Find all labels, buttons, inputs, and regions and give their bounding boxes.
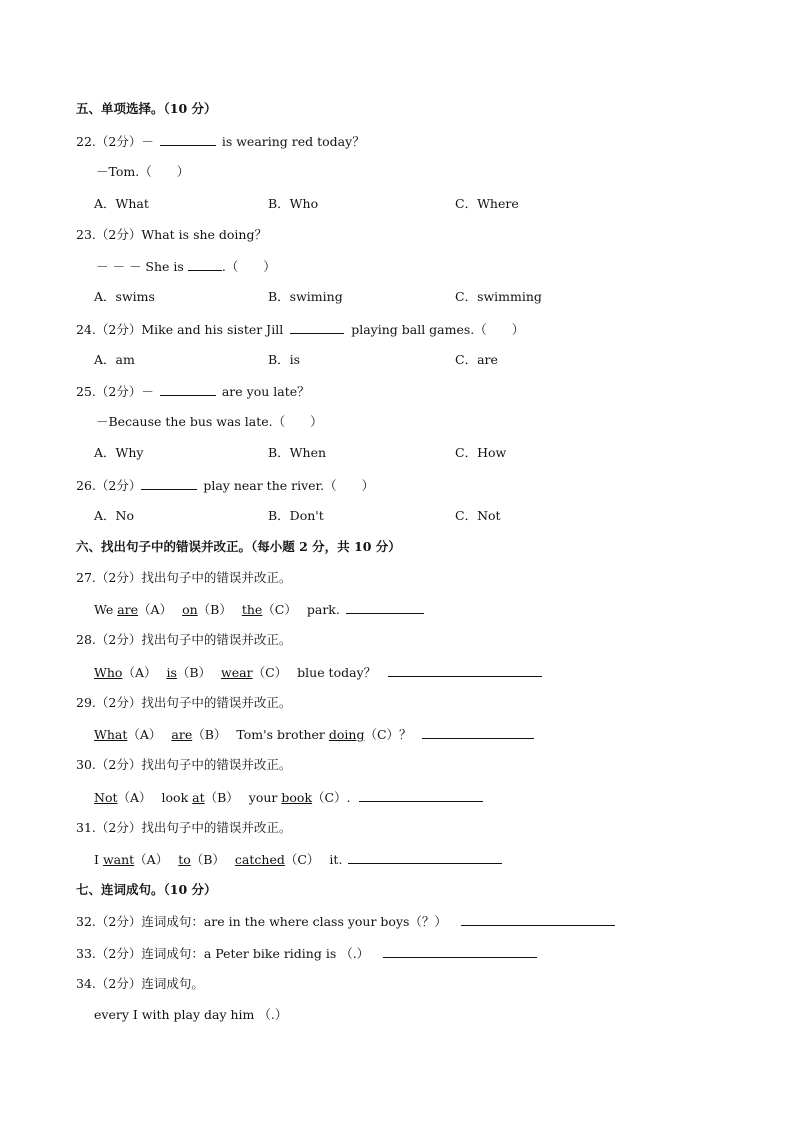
section-title-6: 六、找出句子中的错误并改正。（每小题 2 分，共 10 分） bbox=[76, 539, 401, 554]
question-27-sentence bbox=[94, 601, 424, 618]
question-24-tail: playing ball games.（ ） bbox=[351, 322, 525, 337]
option-b[interactable]: B．Don't bbox=[268, 508, 324, 523]
question-22-response: －Tom.（ ） bbox=[96, 164, 190, 179]
question-23-response bbox=[96, 258, 276, 275]
question-22-prefix: 22.（2分）－ bbox=[76, 134, 154, 149]
choice-mark-b: （B） bbox=[190, 852, 225, 867]
option-b[interactable]: B．Who bbox=[268, 196, 319, 211]
answer-blank[interactable] bbox=[290, 321, 344, 334]
question-27: 27.（2分）找出句子中的错误并改正。 bbox=[76, 570, 292, 585]
question-29-sentence bbox=[94, 726, 534, 743]
option-b[interactable]: B．swiming bbox=[268, 289, 343, 304]
underlined-word-c: catched bbox=[234, 852, 285, 867]
sentence-word: it. bbox=[329, 852, 343, 867]
question-25-tail: are you late？ bbox=[221, 384, 310, 399]
underlined-word-c: book bbox=[281, 790, 313, 805]
question-26 bbox=[76, 477, 374, 494]
question-23-response-pre: － － － She is bbox=[96, 259, 184, 274]
question-31-sentence bbox=[94, 851, 502, 868]
section-title-5: 五、单项选择。（10 分） bbox=[76, 101, 217, 116]
option-a[interactable]: A．Why bbox=[94, 445, 144, 460]
question-28-sentence bbox=[94, 664, 542, 681]
answer-blank[interactable] bbox=[422, 726, 534, 739]
question-26-tail: play near the river.（ ） bbox=[203, 478, 375, 493]
question-29: 29.（2分）找出句子中的错误并改正。 bbox=[76, 695, 292, 710]
underlined-word-b: is bbox=[166, 665, 177, 680]
question-24-prefix: 24.（2分）Mike and his sister Jill bbox=[76, 322, 284, 337]
sentence-word: Tom's brother bbox=[236, 727, 325, 742]
option-c[interactable]: C．How bbox=[455, 445, 507, 460]
choice-mark-a: （A） bbox=[117, 790, 152, 805]
question-34-words: every I with play day him （.） bbox=[94, 1007, 288, 1022]
underlined-word-c: doing bbox=[328, 727, 365, 742]
question-25-response: －Because the bus was late.（ ） bbox=[96, 414, 323, 429]
sentence-word: your bbox=[248, 790, 278, 805]
question-25-prefix: 25.（2分）－ bbox=[76, 384, 154, 399]
choice-mark-c: （C） bbox=[252, 665, 288, 680]
sentence-word: We bbox=[94, 602, 114, 617]
option-a[interactable]: A．swims bbox=[94, 289, 155, 304]
choice-mark-b: （B） bbox=[197, 602, 232, 617]
underlined-word-a: Not bbox=[94, 790, 118, 805]
choice-mark-c: （C）. bbox=[312, 790, 351, 805]
choice-mark-c: （C）？ bbox=[364, 727, 412, 742]
underlined-word-b: to bbox=[178, 852, 191, 867]
answer-blank[interactable] bbox=[141, 477, 197, 490]
question-31: 31.（2分）找出句子中的错误并改正。 bbox=[76, 820, 292, 835]
option-a[interactable]: A．am bbox=[94, 352, 135, 367]
option-c[interactable]: C．are bbox=[455, 352, 498, 367]
question-25 bbox=[76, 383, 310, 400]
question-26-prefix: 26.（2分） bbox=[76, 478, 142, 493]
underlined-word-a: Who bbox=[94, 665, 123, 680]
answer-blank[interactable] bbox=[160, 133, 216, 146]
underlined-word-b: at bbox=[192, 790, 205, 805]
answer-blank[interactable] bbox=[188, 258, 222, 271]
option-a[interactable]: A．No bbox=[94, 508, 134, 523]
option-b[interactable]: B．is bbox=[268, 352, 301, 367]
question-28: 28.（2分）找出句子中的错误并改正。 bbox=[76, 632, 292, 647]
answer-blank[interactable] bbox=[359, 789, 483, 802]
question-23-response-post: .（ ） bbox=[221, 259, 276, 274]
question-30: 30.（2分）找出句子中的错误并改正。 bbox=[76, 757, 292, 772]
question-23: 23.（2分）What is she doing？ bbox=[76, 227, 267, 242]
question-32-stem: 32.（2分）连词成句：are in the where class your boys（？） bbox=[76, 914, 447, 929]
option-b[interactable]: B．When bbox=[268, 445, 327, 460]
choice-mark-a: （A） bbox=[127, 727, 162, 742]
underlined-word-b: are bbox=[171, 727, 193, 742]
question-22-tail: is wearing red today？ bbox=[221, 134, 365, 149]
underlined-word-a: are bbox=[117, 602, 139, 617]
choice-mark-c: （C） bbox=[284, 852, 320, 867]
underlined-word-c: the bbox=[241, 602, 263, 617]
option-c[interactable]: C．Where bbox=[455, 196, 519, 211]
choice-mark-a: （A） bbox=[122, 665, 157, 680]
sentence-word: park. bbox=[306, 602, 340, 617]
underlined-word-a: What bbox=[94, 727, 128, 742]
question-33-stem: 33.（2分）连词成句：a Peter bike riding is （.） bbox=[76, 946, 370, 961]
question-32 bbox=[76, 913, 615, 930]
question-30-sentence bbox=[94, 789, 483, 806]
option-c[interactable]: C．swimming bbox=[455, 289, 542, 304]
answer-blank[interactable] bbox=[461, 913, 615, 926]
sentence-word: look bbox=[161, 790, 189, 805]
section-title-7: 七、连词成句。（10 分） bbox=[76, 882, 217, 897]
answer-blank[interactable] bbox=[160, 383, 216, 396]
choice-mark-b: （B） bbox=[176, 665, 212, 680]
sentence-word: blue today？ bbox=[297, 665, 377, 680]
underlined-word-b: on bbox=[182, 602, 198, 617]
answer-blank[interactable] bbox=[346, 601, 424, 614]
question-24 bbox=[76, 321, 524, 338]
choice-mark-a: （A） bbox=[134, 852, 169, 867]
answer-blank[interactable] bbox=[383, 945, 537, 958]
question-22 bbox=[76, 133, 365, 150]
choice-mark-a: （A） bbox=[138, 602, 173, 617]
sentence-word: I bbox=[94, 852, 99, 867]
underlined-word-a: want bbox=[102, 852, 135, 867]
choice-mark-b: （B） bbox=[204, 790, 239, 805]
question-34: 34.（2分）连词成句。 bbox=[76, 976, 204, 991]
choice-mark-c: （C） bbox=[262, 602, 297, 617]
answer-blank[interactable] bbox=[348, 851, 502, 864]
option-a[interactable]: A．What bbox=[94, 196, 149, 211]
underlined-word-c: wear bbox=[221, 665, 253, 680]
question-33 bbox=[76, 945, 537, 962]
option-c[interactable]: C．Not bbox=[455, 508, 501, 523]
choice-mark-b: （B） bbox=[192, 727, 227, 742]
answer-blank[interactable] bbox=[388, 664, 542, 677]
